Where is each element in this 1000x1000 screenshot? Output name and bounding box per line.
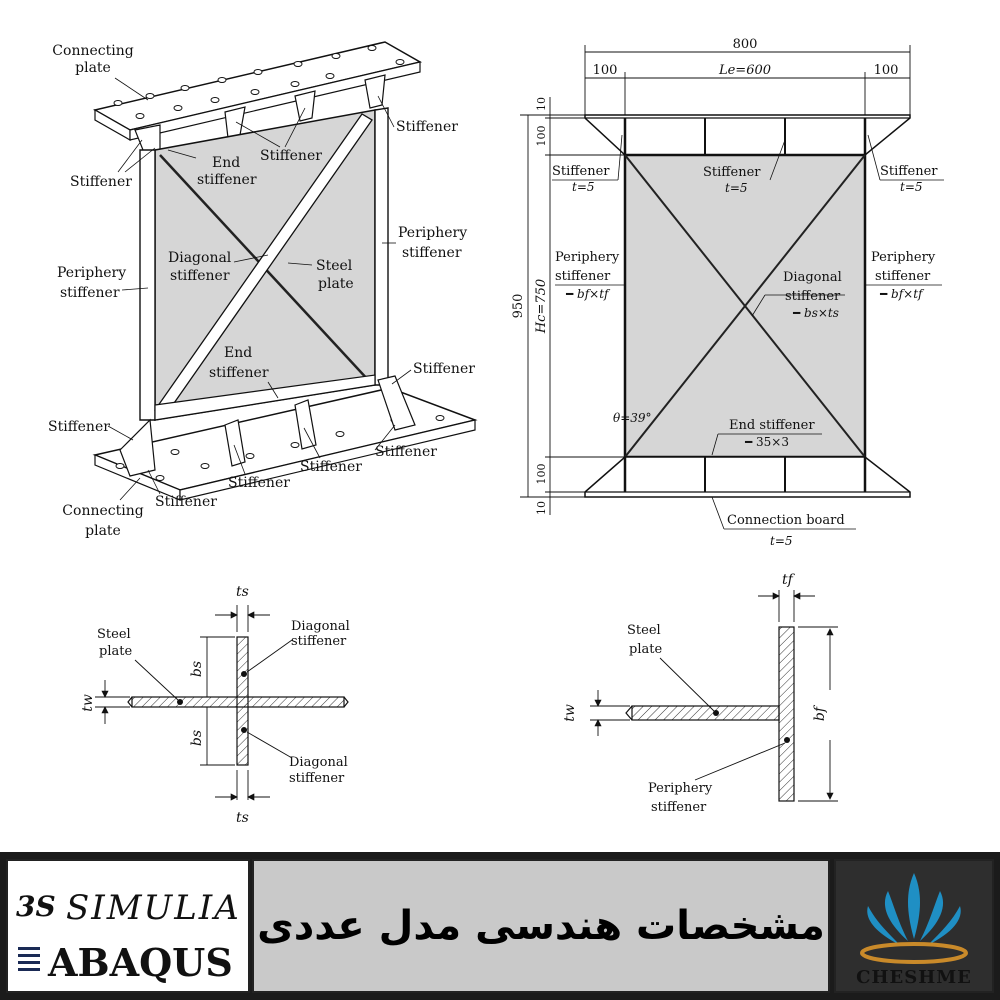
label-stiffener-right-t: t=5 <box>900 180 923 194</box>
dim-bot-10: 10 <box>535 501 548 515</box>
label-end-stiffener-top: End stiffener <box>197 155 257 188</box>
label-stiffener-left-t: t=5 <box>572 180 595 194</box>
label-end-stiffener-bottom: End stiffener <box>209 345 269 381</box>
label-steel-plate-3d: Steel plate <box>316 258 354 292</box>
label-stiffener-left: Stiffener <box>552 164 610 179</box>
periphery-b-label: Periphery stiffener <box>648 781 713 815</box>
abaqus-mark-icon <box>18 947 40 971</box>
label-periphery-right: Periphery stiffener <box>398 225 468 261</box>
diag-top-label: Diagonal stiffener <box>291 619 350 649</box>
tf-label: tf <box>782 572 793 588</box>
bs-bottom-label: bs <box>189 729 205 747</box>
dim-top-10: 10 <box>535 97 548 111</box>
label-stiffener-br1: Stiffener <box>413 361 475 377</box>
label-stiffener-tm: Stiffener <box>260 148 322 164</box>
ts-top-label: ts <box>236 584 249 600</box>
dim-right: 100 <box>873 63 899 78</box>
dim-left: 100 <box>592 63 618 78</box>
cheshme-text: CHESHME <box>856 967 972 988</box>
label-diagonal-elev: Diagonal stiffener ━ bs×ts <box>783 270 842 320</box>
banner-title: مشخصات هندسی مدل عددی <box>257 903 825 949</box>
simulia-text: SIMULIA <box>66 888 241 928</box>
label-end-stiffener-elev: End stiffener <box>729 418 815 433</box>
label-connecting-plate-bottom: Connecting plate <box>62 503 144 539</box>
dim-bot-100: 100 <box>535 463 548 485</box>
ds-mark-icon: 3S <box>16 890 56 923</box>
section-b <box>590 590 838 801</box>
label-stiffener-bl: Stiffener <box>48 419 110 435</box>
fountain-icon <box>867 873 961 945</box>
basin-icon <box>862 944 966 962</box>
cheshme-logo-svg <box>836 861 992 991</box>
title-panel <box>252 859 830 993</box>
abaqus-text: ABAQUS <box>48 940 233 985</box>
label-periphery-left-elev: Periphery stiffener ━ bf×tf <box>555 250 620 301</box>
isometric-view <box>95 42 475 500</box>
label-stiffener-b3: Stiffener <box>300 459 362 475</box>
simulia-abaqus-logo <box>6 859 250 993</box>
dim-height: 950 <box>511 293 526 319</box>
label-connection-board: Connection board <box>727 513 845 528</box>
label-diagonal-stiffener-3d: Diagonal stiffener <box>168 250 232 284</box>
label-end-stiffener-size: ━ 35×3 <box>745 435 789 449</box>
simulia-logo-svg <box>8 861 248 991</box>
label-stiffener-b1: Stiffener <box>155 494 217 510</box>
tw-b-label: tw <box>562 704 578 722</box>
label-connecting-plate-top: Connecting plate <box>52 43 134 76</box>
tw-a-label: tw <box>80 694 96 712</box>
dim-hc: Hc=750 <box>534 278 549 334</box>
label-stiffener-tr: Stiffener <box>396 119 458 135</box>
label-stiffener-b2: Stiffener <box>228 475 290 491</box>
diag-bottom-label: Diagonal stiffener <box>289 755 348 786</box>
bs-top-label: bs <box>189 660 205 678</box>
label-stiffener-right: Stiffener <box>880 164 938 179</box>
label-connection-board-t: t=5 <box>770 534 793 548</box>
label-periphery-left: Periphery stiffener <box>57 265 127 301</box>
steel-plate-b-label: Steel plate <box>627 623 663 657</box>
label-stiffener-mid: Stiffener <box>703 165 761 180</box>
label-stiffener-b4: Stiffener <box>375 444 437 460</box>
dim-center: Le=600 <box>718 63 772 78</box>
label-stiffener-tl: Stiffener <box>70 174 132 190</box>
dim-total: 800 <box>732 37 758 52</box>
bottom-banner <box>0 852 1000 1000</box>
label-theta: θ=39° <box>613 411 652 425</box>
label-periphery-right-elev: Periphery stiffener ━ bf×tf <box>871 250 936 301</box>
ts-bottom-label: ts <box>236 810 249 826</box>
dim-top-100: 100 <box>535 125 548 147</box>
cheshme-logo <box>834 859 994 993</box>
bf-label: bf <box>812 706 828 722</box>
label-stiffener-mid-t: t=5 <box>725 181 748 195</box>
steel-plate-a-label: Steel plate <box>97 627 133 659</box>
